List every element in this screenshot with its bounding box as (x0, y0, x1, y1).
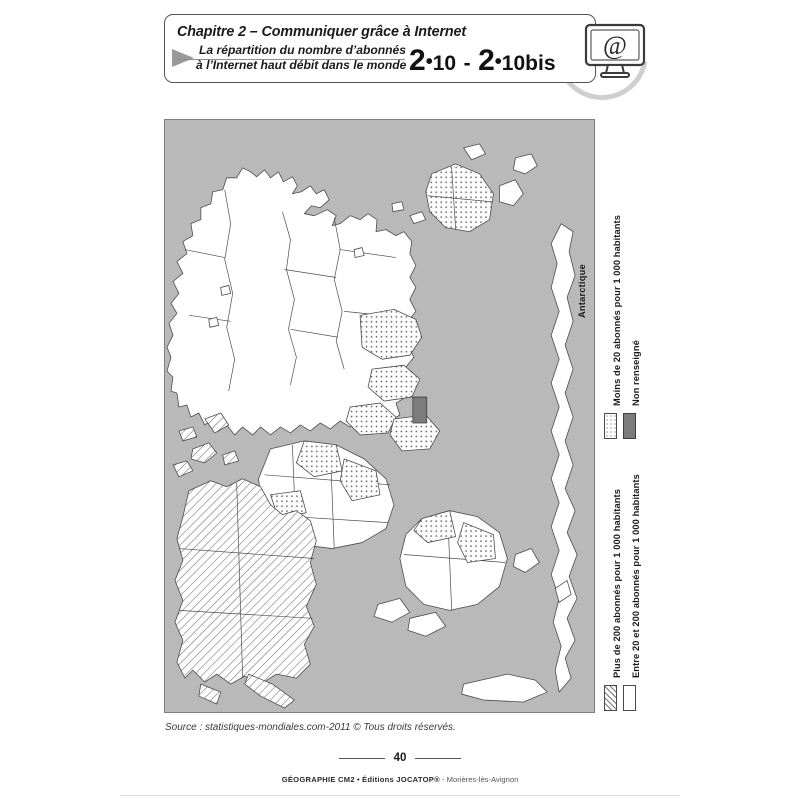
ref-first-sub: 10 (432, 52, 457, 75)
legend-label-non-renseigne: Non renseigné (631, 340, 641, 406)
ref-dash: - (463, 52, 471, 75)
subtitle-line-1: La répartition du nombre d’abonnés (199, 43, 406, 57)
legend-swatch-dots (604, 413, 617, 439)
computer-monitor-at-icon (584, 23, 646, 79)
ref-dot-1: • (425, 51, 433, 73)
svg-text:@: @ (603, 31, 627, 60)
page-rule-left (339, 758, 385, 759)
ref-first-number: 2 (409, 44, 426, 77)
legend-label-entre-20-200: Entre 20 et 200 abonnés pour 1 000 habitants (631, 474, 641, 678)
page-number: 40 (393, 752, 407, 764)
subtitle-line-2: à l’Internet haut débit dans le monde (196, 57, 407, 72)
source-caption: Source : statistiques-mondiales.com-2011 © Tous droits réservés. (165, 722, 456, 733)
footer-subject: GÉOGRAPHIE CM2 (281, 775, 355, 784)
footer-place: - Morières-lès-Avignon (442, 775, 519, 784)
antarctica-label: Antarctique (577, 264, 587, 318)
legend-label-plus-de-200: Plus de 200 abonnés pour 1 000 habitants (612, 489, 622, 678)
legend-label-moins-de-20: Moins de 20 abonnés pour 1 000 habitants (612, 214, 622, 406)
legend-swatch-plain (623, 685, 636, 711)
ref-dot-2: • (494, 51, 502, 73)
page-rule-right (415, 758, 461, 759)
triangle-bullet-icon (172, 49, 194, 67)
ref-second-number: 2 (478, 44, 495, 77)
legend-swatch-hatch (604, 685, 617, 711)
footer-editor: Éditions JOCATOP® (362, 775, 440, 784)
footer-credit (0, 775, 800, 784)
exercise-reference (409, 44, 556, 78)
world-map (164, 119, 595, 713)
page-header (0, 0, 800, 108)
page-number-block (0, 750, 800, 766)
ref-second-sub: 10bis (501, 52, 556, 75)
footer-separator: • (356, 775, 360, 784)
chapter-title: Chapitre 2 – Communiquer grâce à Internet (177, 24, 467, 40)
world-map-svg (165, 120, 594, 712)
bottom-divider (120, 795, 680, 796)
lesson-subtitle (196, 43, 406, 72)
legend-swatch-solid (623, 413, 636, 439)
